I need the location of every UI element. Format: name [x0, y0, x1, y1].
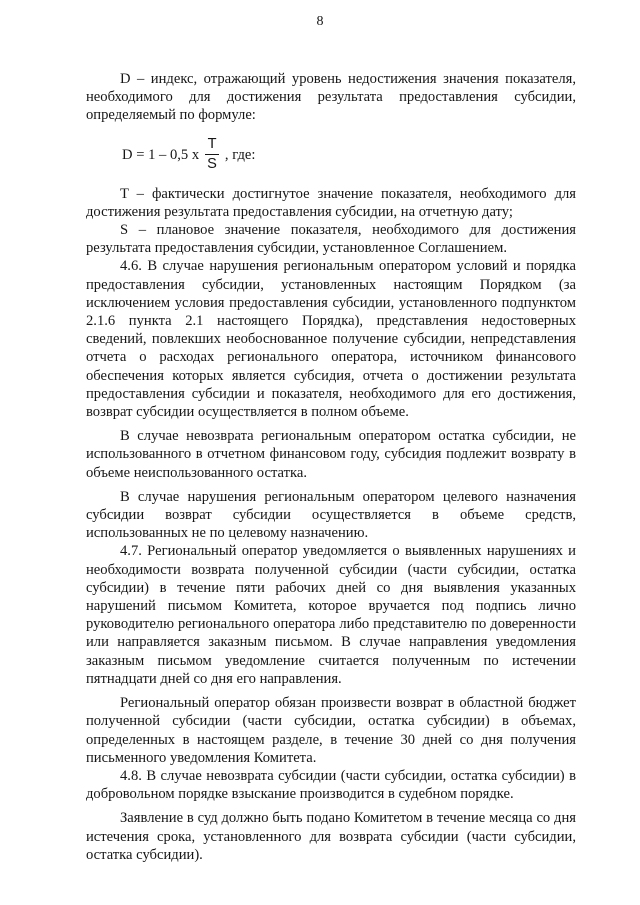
clause-4-6-misuse: В случае нарушения региональным оператором целевого назначения субсидии возврат субсидии осуществляется в объеме средств, использованных не по целевому назначению.: [86, 488, 576, 542]
definition-t: T – фактически достигнутое значение показателя, необходимого для достижения результата предоставления субсидии, на отчетную дату;: [86, 185, 576, 220]
formula: [122, 133, 576, 177]
clause-4-8-court: Заявление в суд должно быть подано Комитетом в течение месяца со дня истечения срока, установленного для возврата субсидии (части субсидии, остатка субсидии).: [86, 810, 576, 863]
definition-s: S – плановое значение показателя, необходимого для достижения результата предоставления субсидии, установленное Соглашением.: [86, 222, 576, 257]
clause-4-7: 4.7. Региональный оператор уведомляется о выявленных нарушениях и необходимости возврата полученной субсидии (части субсидии, остатка субсидии) в течение пяти рабочих дней со дня выявления указанных нарушений письмом Комитета, которое вручается под подпись лично руководителю регионального оператора либо представителю по доверенности или направляется заказным письмом. В случае направления уведомления заказным письмом уведомление считается полученным по истечении пятнадцати дней со дня его направления.: [86, 543, 576, 687]
clause-4-7-return: Региональный оператор обязан произвести возврат в областной бюджет полученной субсидии (части субсидии, остатка субсидии) в объемах, определенных в настоящем разделе, в течение 30 дней со дня получения письменного уведомления Комитета.: [86, 695, 576, 766]
clause-4-6: 4.6. В случае нарушения региональным оператором условий и порядка предоставления субсидии, установленных настоящим Порядком (за исключением условия предоставления субсидии, установленного подпунктом 2.1.6 пункта 2.1 настоящего Порядка), представления недостоверных сведений, повлекших необоснованное получение субсидии, непредставления отчета о расходах регионального оператора, источником финансового обеспечения которых является субсидия, отчета о достижении результата предоставления субсидии и показателя, необходимого для его достижения, возврат субсидии осуществляется в полном объеме.: [86, 258, 576, 421]
formula-suffix: , где:: [224, 146, 256, 163]
formula-fraction: [204, 136, 220, 173]
clause-4-8: 4.8. В случае невозврата субсидии (части субсидии, остатка субсидии) в добровольном порядке взыскание производится в судебном порядке.: [86, 767, 576, 803]
document-body: [86, 70, 576, 864]
formula-lhs: D = 1 – 0,5 x: [122, 146, 200, 163]
paragraph-index-d: D – индекс, отражающий уровень недостижения значения показателя, необходимого для достижения результата предоставления субсидии, определяемый по формуле:: [86, 71, 576, 124]
formula-denominator: S: [207, 156, 217, 173]
clause-4-6-unused-balance: В случае невозврата региональным оператором остатка субсидии, не использованного в отчетном финансовом году, субсидия подлежит возврату в объеме неиспользованного остатка.: [86, 428, 576, 481]
page-number: 8: [316, 14, 324, 29]
formula-numerator: T: [205, 136, 220, 155]
